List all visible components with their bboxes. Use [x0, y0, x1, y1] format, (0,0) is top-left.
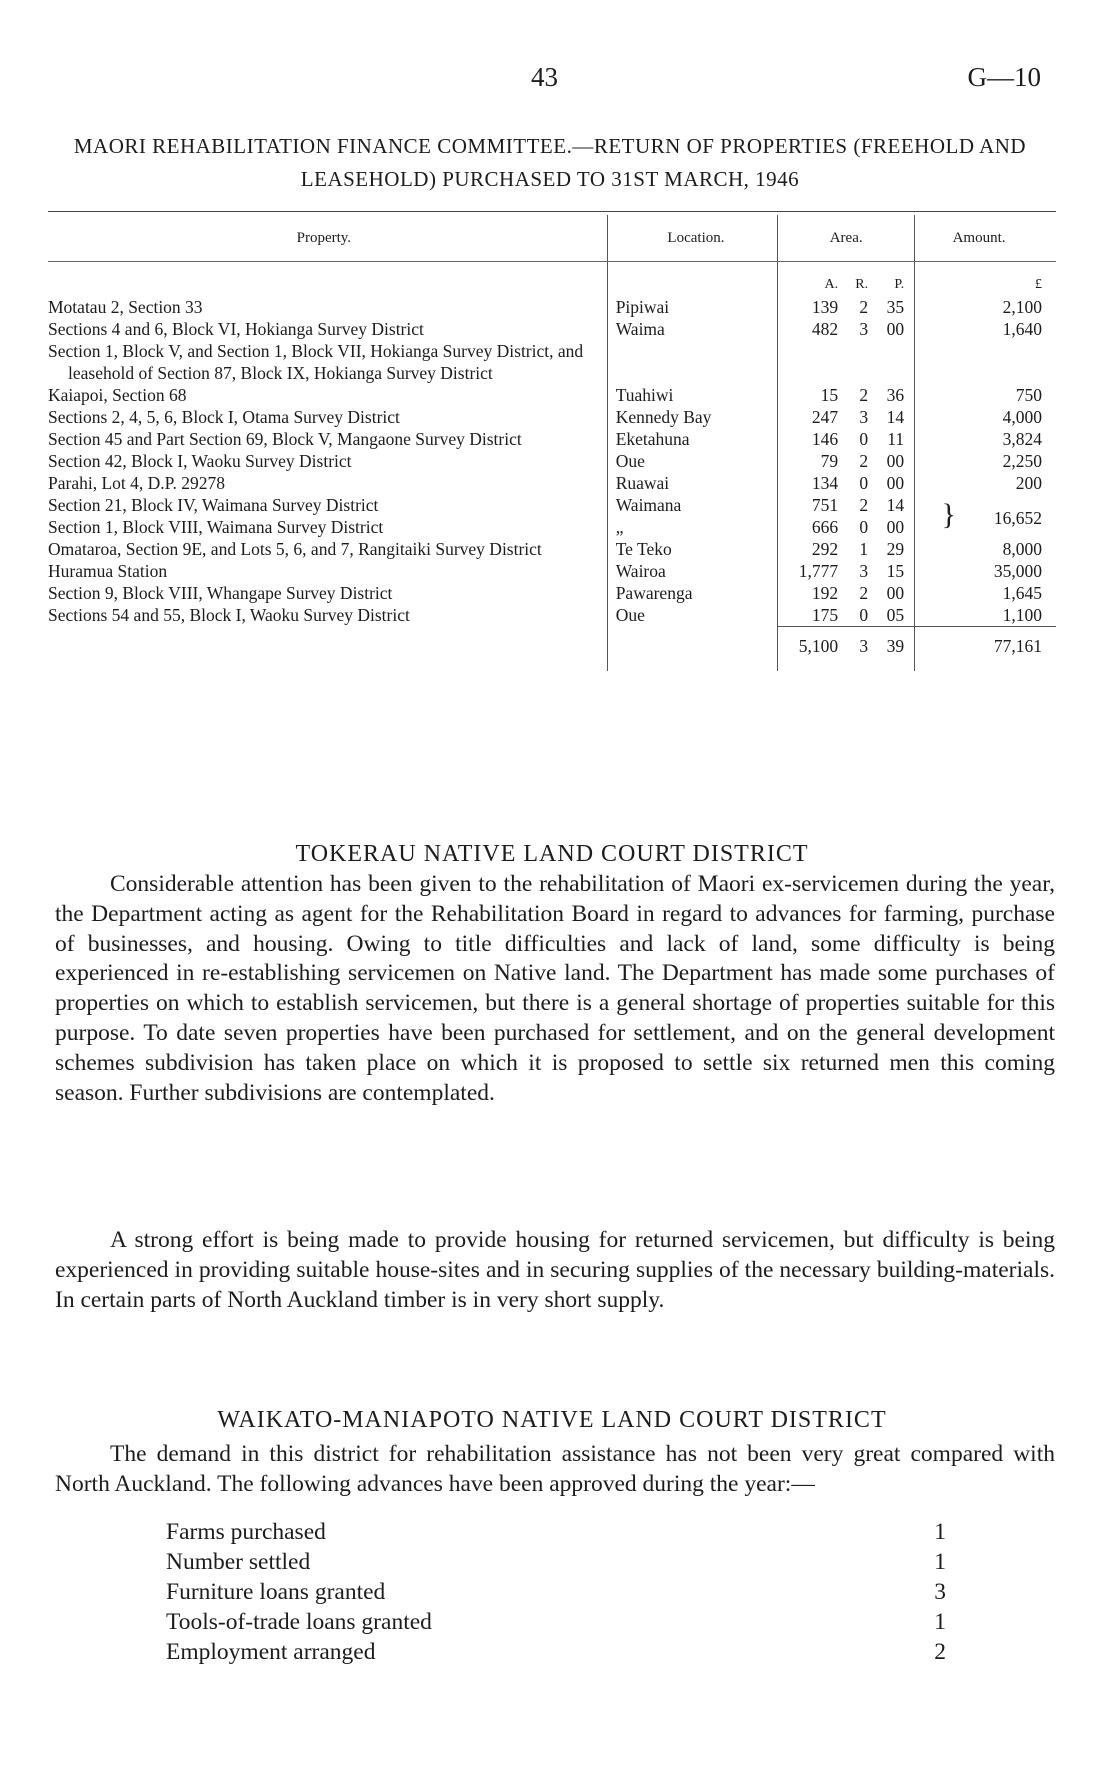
table-row	[48, 604, 1056, 627]
table-top-rule	[48, 211, 1056, 212]
advance-value: 1	[934, 1519, 946, 1545]
location-name: Te Teko	[615, 539, 672, 559]
location-name: Eketahuna	[615, 429, 690, 449]
section-heading-tokerau: TOKERAU NATIVE LAND COURT DISTRICT	[295, 841, 809, 867]
area-acres: 79	[820, 451, 839, 471]
area-roods: 3	[859, 319, 869, 339]
amount-value: 1,645	[1002, 583, 1042, 603]
unit-perches: P.	[894, 277, 905, 292]
amount-value: 8,000	[1002, 539, 1042, 559]
amount-value: 3,824	[1002, 429, 1042, 449]
property-name: Kaiapoi, Section 68	[48, 385, 187, 405]
total-perches: 39	[886, 636, 905, 656]
area-acres: 134	[811, 473, 839, 493]
area-acres: 482	[811, 319, 839, 339]
section-heading-waikato: WAIKATO-MANIAPOTO NATIVE LAND COURT DISTRICT	[217, 1407, 887, 1433]
area-roods: 0	[859, 605, 869, 625]
advance-value: 1	[934, 1609, 946, 1635]
advances-list	[166, 1517, 946, 1667]
table-row	[48, 450, 1056, 472]
column-header-amount: Amount.	[915, 215, 1056, 262]
area-perches: 29	[886, 539, 905, 559]
area-perches: 11	[887, 429, 905, 449]
location-name: Ruawai	[615, 473, 670, 493]
unit-row	[48, 262, 1056, 297]
amount-value: 1,640	[1002, 319, 1042, 339]
total-row	[48, 627, 1056, 672]
amount-value: 200	[1015, 473, 1042, 493]
area-perches: 35	[886, 297, 905, 317]
advance-value: 3	[934, 1579, 946, 1605]
table-row	[48, 318, 1056, 340]
total-acres: 5,100	[798, 636, 839, 656]
table-row	[48, 428, 1056, 450]
area-roods: 0	[859, 429, 869, 449]
table-row	[48, 516, 1056, 538]
area-perches: 14	[886, 407, 905, 427]
location-name: Waima	[615, 319, 665, 339]
unit-pounds: £	[915, 262, 1056, 297]
advance-label: Tools-of-trade loans granted	[166, 1609, 432, 1635]
area-perches: 00	[886, 517, 905, 537]
advance-item	[166, 1547, 946, 1577]
area-roods: 0	[859, 517, 869, 537]
table-row	[48, 384, 1056, 406]
area-perches: 14	[886, 495, 905, 515]
location-name: Pawarenga	[615, 583, 693, 603]
area-roods: 2	[859, 385, 869, 405]
area-perches: 00	[886, 583, 905, 603]
area-acres: 146	[811, 429, 839, 449]
area-perches: 00	[886, 451, 905, 471]
area-acres: 666	[811, 517, 839, 537]
advance-item	[166, 1577, 946, 1607]
location-name: Kennedy Bay	[615, 407, 712, 427]
area-acres: 192	[811, 583, 839, 603]
area-acres: 292	[811, 539, 839, 559]
table-row	[48, 538, 1056, 560]
advance-item	[166, 1517, 946, 1547]
table-row	[48, 582, 1056, 604]
properties-table	[48, 215, 1056, 671]
location-name: Wairoa	[615, 561, 666, 581]
location-name: Oue	[615, 605, 645, 625]
page-number: 43	[531, 62, 558, 92]
amount-value: 35,000	[993, 561, 1042, 581]
property-name: Section 9, Block VIII, Whangape Survey District	[48, 583, 393, 603]
total-roods: 3	[859, 636, 869, 656]
property-name: Sections 54 and 55, Block I, Waoku Survey District	[48, 605, 410, 625]
column-header-area: Area.	[778, 215, 915, 262]
area-roods: 2	[859, 451, 869, 471]
table-row	[48, 494, 1056, 516]
area-roods: 2	[859, 495, 869, 515]
property-name: Section 45 and Part Section 69, Block V, Mangaone Survey District	[48, 429, 522, 449]
paragraph-waikato-1: The demand in this district for rehabilitation assistance has not been very great compared with North Auckland. The following advances have been approved during the year:—	[55, 1441, 1055, 1497]
table-row	[48, 296, 1056, 318]
advance-item	[166, 1637, 946, 1667]
table-row	[48, 340, 1056, 384]
location-name: „	[615, 517, 624, 537]
area-acres: 139	[811, 297, 839, 317]
property-name: Parahi, Lot 4, D.P. 29278	[48, 473, 225, 493]
area-roods: 2	[859, 297, 869, 317]
advance-label: Farms purchased	[166, 1519, 326, 1545]
property-name: Omataroa, Section 9E, and Lots 5, 6, and 7, Rangitaiki Survey District	[48, 539, 542, 559]
bracketed-amount: 16,652	[993, 507, 1042, 528]
area-acres: 175	[811, 605, 839, 625]
property-name: Sections 4 and 6, Block VI, Hokianga Survey District	[48, 319, 424, 339]
area-acres: 751	[811, 495, 839, 515]
location-name: Pipiwai	[615, 297, 670, 317]
property-name: Section 42, Block I, Waoku Survey District	[48, 451, 352, 471]
document-code: G—10	[967, 62, 1041, 92]
table-row	[48, 406, 1056, 428]
bracket-symbol: }	[941, 497, 956, 531]
paragraph-tokerau-1: Considerable attention has been given to the rehabilitation of Maori ex-servicemen during the year, the Department acting as agent for the Rehabilitation Board in regard to advances for farming, purchase of businesses, and housing. Owing to title difficulties and lack of land, some difficulty is being experienced in re-establishing servicemen on Native land. The Department has made some purchases of properties on which to establish servicemen, but there is a general shortage of properties suitable for this purpose. To date seven properties have been purchased for settlement, and on the general development schemes subdivision has taken place on which it is proposed to settle six returned men this coming season. Further subdivisions are contemplated.	[55, 871, 1055, 1106]
area-roods: 3	[859, 407, 869, 427]
property-name: Motatau 2, Section 33	[48, 297, 203, 317]
amount-value: 750	[1015, 385, 1042, 405]
area-roods: 2	[859, 583, 869, 603]
amount-value: 4,000	[1002, 407, 1042, 427]
location-name: Waimana	[615, 495, 682, 515]
area-acres: 247	[811, 407, 839, 427]
advance-value: 1	[934, 1549, 946, 1575]
unit-acres: A.	[824, 277, 839, 292]
property-name: Section 1, Block V, and Section 1, Block VII, Hokianga Survey District, and leasehold of Section 87, Block IX, Hokianga Survey District	[48, 341, 584, 383]
area-perches: 05	[886, 605, 905, 625]
table-row	[48, 472, 1056, 494]
area-acres: 1,777	[798, 561, 839, 581]
total-amount: 77,161	[993, 636, 1042, 656]
page-header	[0, 62, 1114, 92]
property-name: Huramua Station	[48, 561, 168, 581]
area-perches: 36	[886, 385, 905, 405]
table-title: MAORI REHABILITATION FINANCE COMMITTEE.—RETURN OF PROPERTIES (FREEHOLD AND LEASEHOLD) PURCHASED TO 31ST MARCH, 1946	[73, 134, 1027, 191]
column-header-property: Property.	[48, 215, 607, 262]
table-header-row	[48, 215, 1056, 262]
advance-item	[166, 1607, 946, 1637]
property-name: Section 21, Block IV, Waimana Survey District	[48, 495, 379, 515]
advance-label: Furniture loans granted	[166, 1579, 386, 1605]
paragraph-tokerau-2: A strong effort is being made to provide housing for returned servicemen, but difficulty is being experienced in providing suitable house-sites and in securing supplies of the necessary building-materials. In certain parts of North Auckland timber is in very short supply.	[55, 1227, 1055, 1313]
advance-value: 2	[934, 1639, 946, 1665]
amount-value: 2,100	[1002, 297, 1042, 317]
area-perches: 00	[886, 319, 905, 339]
area-roods: 3	[859, 561, 869, 581]
area-roods: 1	[859, 539, 869, 559]
column-header-location: Location.	[607, 215, 778, 262]
advance-label: Employment arranged	[166, 1639, 376, 1665]
location-name: Oue	[615, 451, 645, 471]
unit-roods: R.	[855, 277, 869, 292]
area-roods: 0	[859, 473, 869, 493]
location-name: Tuahiwi	[615, 385, 674, 405]
property-name: Sections 2, 4, 5, 6, Block I, Otama Survey District	[48, 407, 400, 427]
property-name: Section 1, Block VIII, Waimana Survey District	[48, 517, 384, 537]
amount-value: 2,250	[1002, 451, 1042, 471]
area-acres: 15	[820, 385, 839, 405]
area-perches: 00	[886, 473, 905, 493]
area-perches: 15	[886, 561, 905, 581]
amount-value: 1,100	[1002, 605, 1042, 625]
advance-label: Number settled	[166, 1549, 311, 1575]
table-row	[48, 560, 1056, 582]
